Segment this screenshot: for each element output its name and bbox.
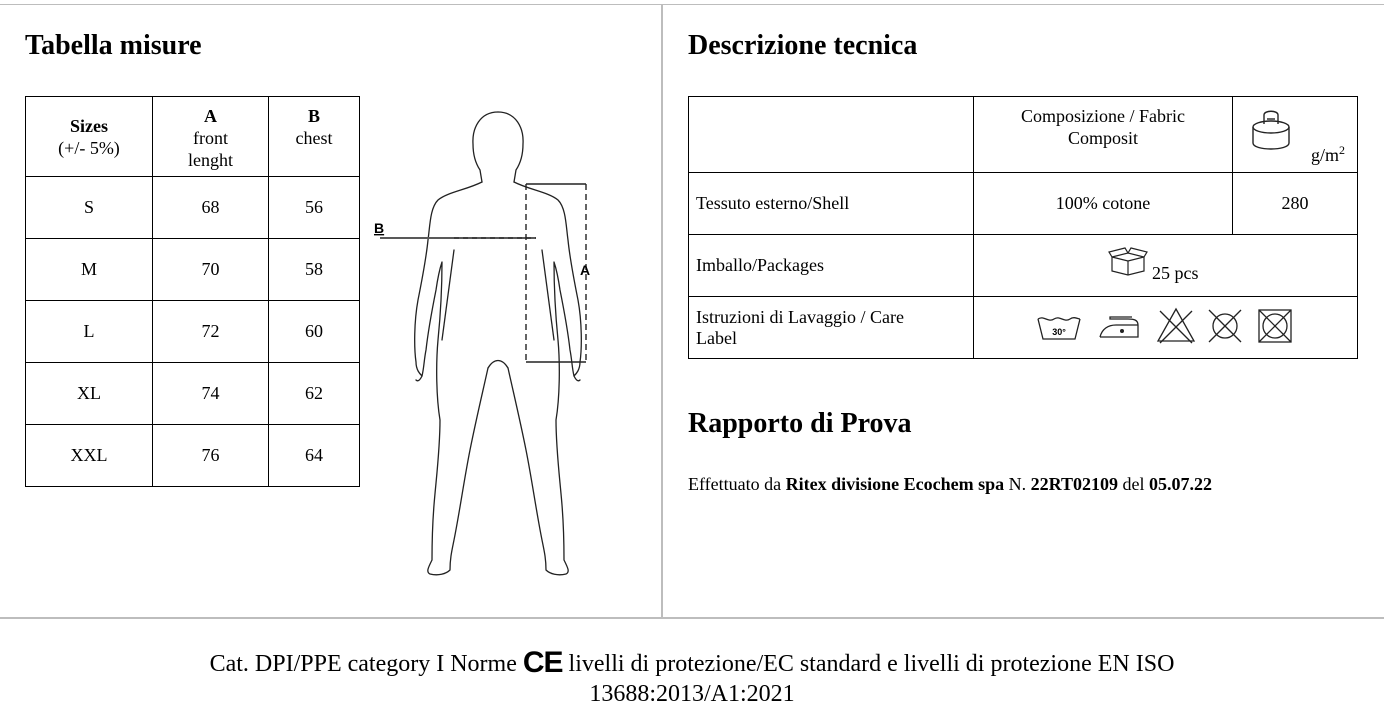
care-label (689, 297, 974, 359)
care-label-line2: Label (696, 327, 737, 348)
sizes-heading: Sizes (70, 116, 108, 136)
table-row (26, 425, 360, 487)
col-b-line2: chest (295, 128, 333, 148)
packages-label: Imballo/Packages (689, 235, 974, 297)
table-row (26, 363, 360, 425)
footer-divider (0, 617, 1384, 619)
front-length-cell: 72 (153, 301, 269, 363)
tolerance-label: (+/- 5%) (58, 138, 120, 158)
footer-line1-before: Cat. DPI/PPE category I Norme (209, 651, 517, 677)
no-bleach-icon (1156, 307, 1196, 345)
footer-line2: 13688:2013/A1:2021 (589, 681, 795, 707)
weight-header (1233, 97, 1358, 173)
wash-30-icon (1036, 313, 1082, 343)
iron-low-icon (1098, 311, 1140, 341)
empty-header-cell (689, 97, 974, 173)
size-table-title: Tabella misure (25, 30, 202, 61)
size-header (26, 97, 153, 177)
composition-line1: Composizione / Fabric (1021, 106, 1185, 126)
weight-unit-exponent: 2 (1339, 143, 1345, 157)
table-row (689, 235, 1358, 297)
chest-cell: 58 (269, 239, 360, 301)
chest-cell: 64 (269, 425, 360, 487)
packages-cell (974, 235, 1358, 297)
size-cell: L (26, 301, 153, 363)
footer-line1-after: livelli di protezione/EC standard e livelli di protezione EN ISO (568, 651, 1175, 677)
tech-table (688, 96, 1358, 359)
table-row (26, 301, 360, 363)
composition-header (974, 97, 1233, 173)
wash-temp: 30° (1052, 327, 1066, 337)
report-del-label: del (1122, 474, 1145, 494)
box-icon (1108, 247, 1148, 277)
size-cell: S (26, 177, 153, 239)
col-a-line2: front (193, 128, 228, 148)
col-b-letter: B (307, 106, 320, 126)
table-row (26, 239, 360, 301)
label-a: A (580, 262, 591, 278)
size-cell: M (26, 239, 153, 301)
front-length-cell: 76 (153, 425, 269, 487)
body-measurement-figure (370, 100, 610, 590)
chest-cell: 60 (269, 301, 360, 363)
no-tumble-dry-icon (1256, 307, 1294, 345)
no-dryclean-icon (1206, 307, 1244, 345)
report-n-label: N. (1008, 474, 1027, 494)
top-border (0, 4, 1384, 5)
col-a-line3: lenght (188, 150, 233, 170)
table-row (689, 297, 1358, 359)
shell-weight: 280 (1233, 173, 1358, 235)
chest-cell: 62 (269, 363, 360, 425)
table-row (689, 173, 1358, 235)
size-cell: XXL (26, 425, 153, 487)
front-length-cell: 70 (153, 239, 269, 301)
shell-label: Tessuto esterno/Shell (689, 173, 974, 235)
size-table (25, 96, 360, 487)
composition-line2: Composit (1067, 128, 1138, 148)
label-b: B (374, 220, 385, 236)
col-a-letter: A (204, 106, 217, 126)
table-row (26, 177, 360, 239)
size-cell: XL (26, 363, 153, 425)
packages-value: 25 pcs (1152, 263, 1199, 283)
care-label-line1: Istruzioni di Lavaggio / Care (696, 306, 904, 327)
ce-mark-icon: CE (522, 646, 563, 679)
chest-header (269, 97, 360, 177)
tech-description-title: Descrizione tecnica (688, 30, 918, 61)
report-date: 05.07.22 (1149, 474, 1213, 494)
front-length-cell: 68 (153, 177, 269, 239)
care-icons-cell (974, 297, 1358, 359)
front-length-cell: 74 (153, 363, 269, 425)
chest-cell: 56 (269, 177, 360, 239)
report-prefix: Effettuato da (688, 474, 782, 494)
weight-unit: g/m (1310, 145, 1339, 165)
shell-composition: 100% cotone (974, 173, 1233, 235)
report-lab: Ritex divisione Ecochem spa (785, 474, 1005, 494)
footer-certification (0, 648, 1384, 709)
test-report-title: Rapporto di Prova (688, 408, 912, 439)
test-report-line (688, 474, 1212, 495)
weight-icon (1249, 107, 1293, 155)
report-number: 22RT02109 (1030, 474, 1119, 494)
front-length-header (153, 97, 269, 177)
column-divider (661, 4, 663, 618)
